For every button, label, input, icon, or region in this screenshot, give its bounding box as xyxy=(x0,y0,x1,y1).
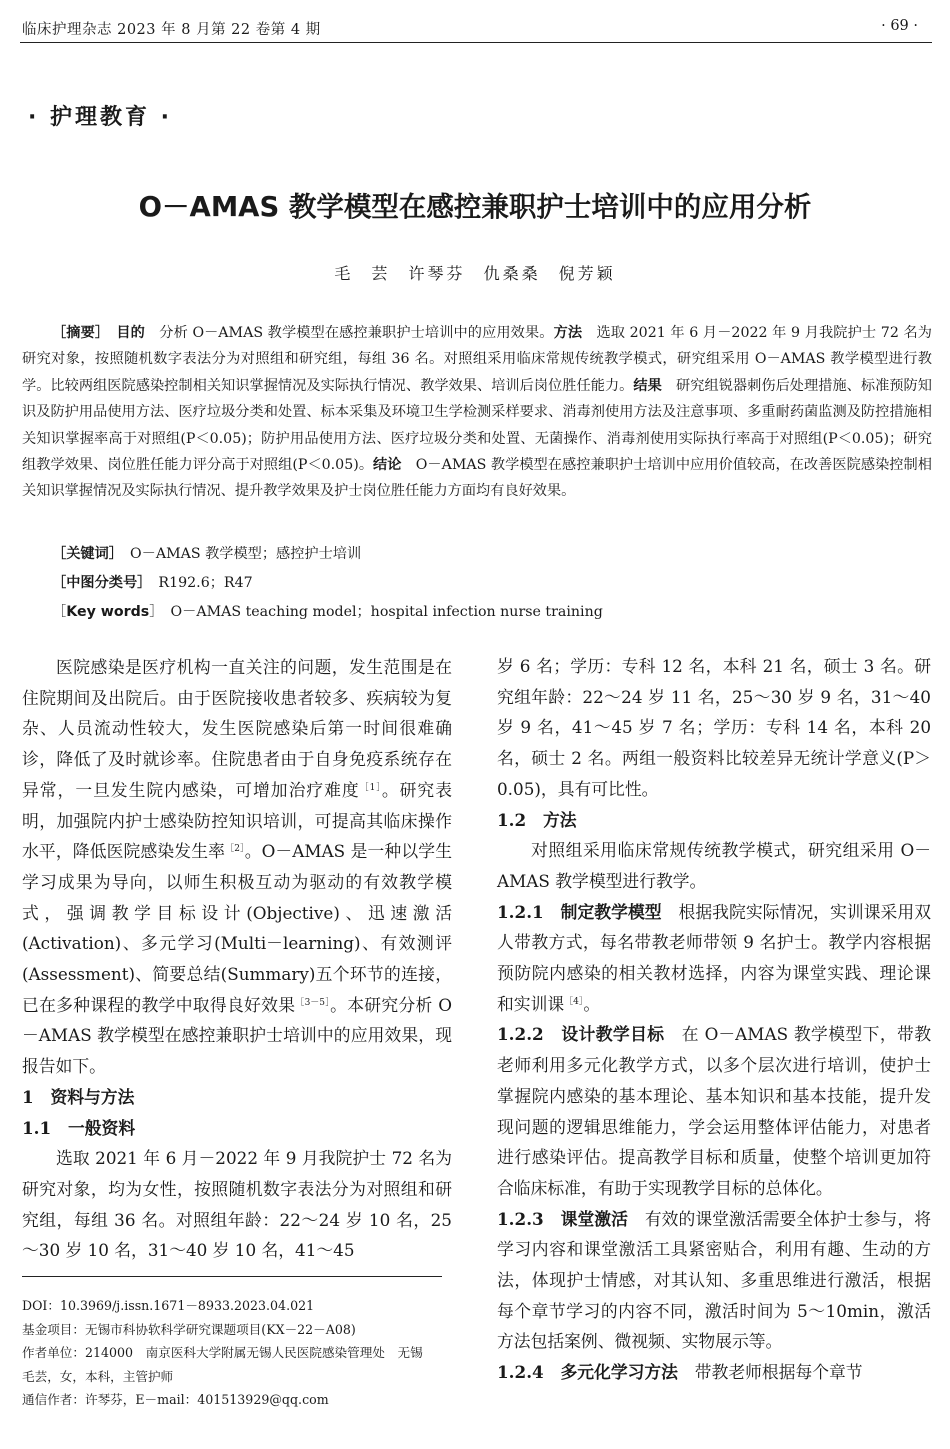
general-data-paragraph: 选取 2021 年 6 月－2022 年 9 月我院护士 72 名为研究对象，均为女性，按照随机数字表法分为对照组和研究组，每组 36 名。对照组年龄：22～24 岁 10 名，25～30 岁 10 名，31～40 岁 10 名，41～45 xyxy=(22,1148,452,1261)
heading-1-2-1: 1.2.1 制定教学模型 xyxy=(497,901,662,922)
intro-text-c: 。O－AMAS 是一种以学生学习成果为导向，以师生积极互动为驱动的有效教学模式，强调教学目标设计(Objective)、迅速激活(Activation)、多元学习(Multi－learning)、有效测评(Assessment)、简要总结(Summary)五个环节的连接，已在多种课程的教学中取得良好效果 xyxy=(22,841,452,1015)
heading-1-2-2: 1.2.2 设计教学目标 xyxy=(497,1024,665,1045)
purpose-text: 分析 O－AMAS 教学模型在感控兼职护士培训中的应用效果。 xyxy=(159,325,554,341)
intro-text-d: 。本研究分析 O－AMAS 教学模型在感控兼职护士培训中的应用效果，现报告如下。 xyxy=(22,994,453,1077)
footnote-author: 毛芸，女，本科，主管护师 xyxy=(22,1368,174,1384)
heading-general-data: 1.1 一般资料 xyxy=(22,1117,136,1138)
citation-4: ［4］ xyxy=(564,996,584,1007)
clc-label: ［中图分类号］ xyxy=(52,575,145,591)
keywords-value: O－AMAS 教学模型；感控护士培训 xyxy=(130,546,362,562)
footnote-contact: 通信作者：许琴芬，E－mail：401513929@qq.com xyxy=(22,1392,329,1407)
text-1-2-3: 有效的课堂激活需要全体护士参与，将学习内容和课堂激活工具紧密贴合，利用有趣、生动的方法，体现护士情感，对其认知、多重思维进行激活，根据每个章节学习的内容不同，激活时间为 5～10min，激活方法包括案例、微视频、实物展示等。 xyxy=(497,1208,931,1352)
keywords-label: ［关键词］ xyxy=(52,546,116,562)
citation-1: ［1］ xyxy=(359,782,382,793)
footnotes xyxy=(22,1294,452,1412)
journal-header: 临床护理杂志 2023 年 8 月第 22 卷第 4 期 xyxy=(22,22,321,38)
keywords-en-line xyxy=(52,601,603,621)
text-1-2-1: 根据我院实际情况，实训课采用双人带教方式，每名带教老师带领 9 名护士。教学内容根据预防院内感染的相关教材选择，内容为课堂实践、理论课和实训课 xyxy=(497,901,931,1014)
heading-materials-methods: 1 资料与方法 xyxy=(22,1086,135,1107)
footnote-doi: DOI：10.3969/j.issn.1671－8933.2023.04.021 xyxy=(22,1298,315,1313)
result-label: 结果 xyxy=(633,377,662,394)
result-text: 研究组锐器刺伤后处理措施、标准预防知识及防护用品使用方法、医疗垃圾分类和处置、标本采集及环境卫生学检测采样要求、消毒剂使用方法及注意事项、多重耐药菌监测及防控措施相关知识掌握率高于对照组(P＜0.05)；防护用品使用方法、医疗垃圾分类和处置、无菌操作、消毒剂使用实际执行率高于对照组(P＜0.05)；研究组教学效果、岗位胜任能力评分高于对照组(P＜0.05)。 xyxy=(22,377,932,474)
section-1-2-4 xyxy=(497,1357,931,1388)
footnote-fund: 基金项目：无锡市科协软科学研究课题项目(KX－22－A08) xyxy=(22,1321,356,1337)
section-label: · 护理教育 · xyxy=(28,105,173,130)
section-1-2-3 xyxy=(497,1204,931,1358)
keywords-en-label: Key words xyxy=(66,604,150,620)
method-text: 选取 2021 年 6 月－2022 年 9 月我院护士 72 名为研究对象，按照随机数字表法分为对照组和研究组，每组 36 名。对照组采用临床常规传统教学模式，研究组采用 O－AMAS 教学模型进行教学。比较两组医院感染控制相关知识掌握情况及实际执行情况、教学效果、培训后岗位胜任能力。 xyxy=(22,325,932,394)
method-label: 方法 xyxy=(553,325,583,341)
methods-paragraph: 对照组采用临床常规传统教学模式，研究组采用 O－AMAS 教学模型进行教学。 xyxy=(497,840,931,891)
clc-value: R192.6；R47 xyxy=(158,575,253,591)
text-1-2-1-end: 。 xyxy=(583,993,601,1014)
intro-paragraph xyxy=(22,652,452,1082)
general-data-continued: 岁 6 名；学历：专科 12 名，本科 21 名，硕士 3 名。研究组年龄：22～24 岁 11 名，25～30 岁 9 名，31～40 岁 9 名，41～45 岁 7 名；学历：专科 14 名，本科 20 名，硕士 2 名。两组一般资料比较差异无统计学意义(P＞0.05)，具有可比性。 xyxy=(497,656,931,799)
intro-text-b: 。研究表明，加强院内护士感染防控知识培训，可提高其临床操作水平，降低医院感染发生率 xyxy=(22,779,452,862)
author-list: 毛 芸 许琴芬 仇桑桑 倪芳颖 xyxy=(334,264,616,283)
keywords-line xyxy=(52,543,361,563)
conclusion-label: 结论 xyxy=(373,457,402,474)
footnote-unit: 作者单位：214000 南京医科大学附属无锡人民医院感染管理处 无锡 xyxy=(22,1345,423,1360)
text-1-2-4: 带教老师根据每个章节 xyxy=(694,1362,863,1383)
citation-2: ［2］ xyxy=(225,844,245,855)
body-left-column xyxy=(22,652,452,1266)
body-right-column xyxy=(497,651,931,1388)
footnote-rule xyxy=(22,1276,442,1277)
heading-1-2-4: 1.2.4 多元化学习方法 xyxy=(497,1362,678,1383)
section-1-2-2 xyxy=(497,1019,931,1203)
keywords-en-value: O－AMAS teaching model；hospital infection nurse training xyxy=(170,604,603,620)
keywords-en-close: ］ xyxy=(149,604,157,620)
page-number: · 69 · xyxy=(881,18,918,34)
heading-methods: 1.2 方法 xyxy=(497,809,577,830)
section-1-2-1 xyxy=(497,897,931,1020)
text-1-2-2: 在 O－AMAS 教学模型下，带教老师利用多元化教学方式，以多个层次进行培训，使护士掌握院内感染的基本理论、基本知识和基本技能，提升发现问题的逻辑思维能力，学会运用整体评估能力，对患者进行感染评估。提高教学目标和质量，使整个培训更加符合临床标准，有助于实现教学目标的总体化。 xyxy=(497,1024,931,1198)
clc-line xyxy=(52,572,253,592)
abstract xyxy=(22,320,932,505)
intro-text-a: 医院感染是医疗机构一直关注的问题，发生范围是在住院期间及出院后。由于医院接收患者较多、疾病较为复杂、人员流动性较大，发生医院感染后第一时间很难确诊，降低了及时就诊率。住院患者由于自身免疫系统存在异常，一旦发生院内感染，可增加治疗难度 xyxy=(22,657,452,800)
heading-1-2-3: 1.2.3 课堂激活 xyxy=(497,1208,628,1229)
abstract-label: ［摘要］ xyxy=(52,325,103,341)
header-rule xyxy=(20,42,932,43)
article-title: O－AMAS 教学模型在感控兼职护士培训中的应用分析 xyxy=(138,191,812,223)
citation-3-5: ［3－5］ xyxy=(295,997,331,1008)
conclusion-text: O－AMAS 教学模型在感控兼职护士培训中应用价值较高，在改善医院感染控制相关知识掌握情况及实际执行情况、提升教学效果及护士岗位胜任能力方面均有良好效果。 xyxy=(22,457,932,500)
purpose-label: 目的 xyxy=(116,325,145,341)
keywords-en-open: ［ xyxy=(52,604,67,620)
